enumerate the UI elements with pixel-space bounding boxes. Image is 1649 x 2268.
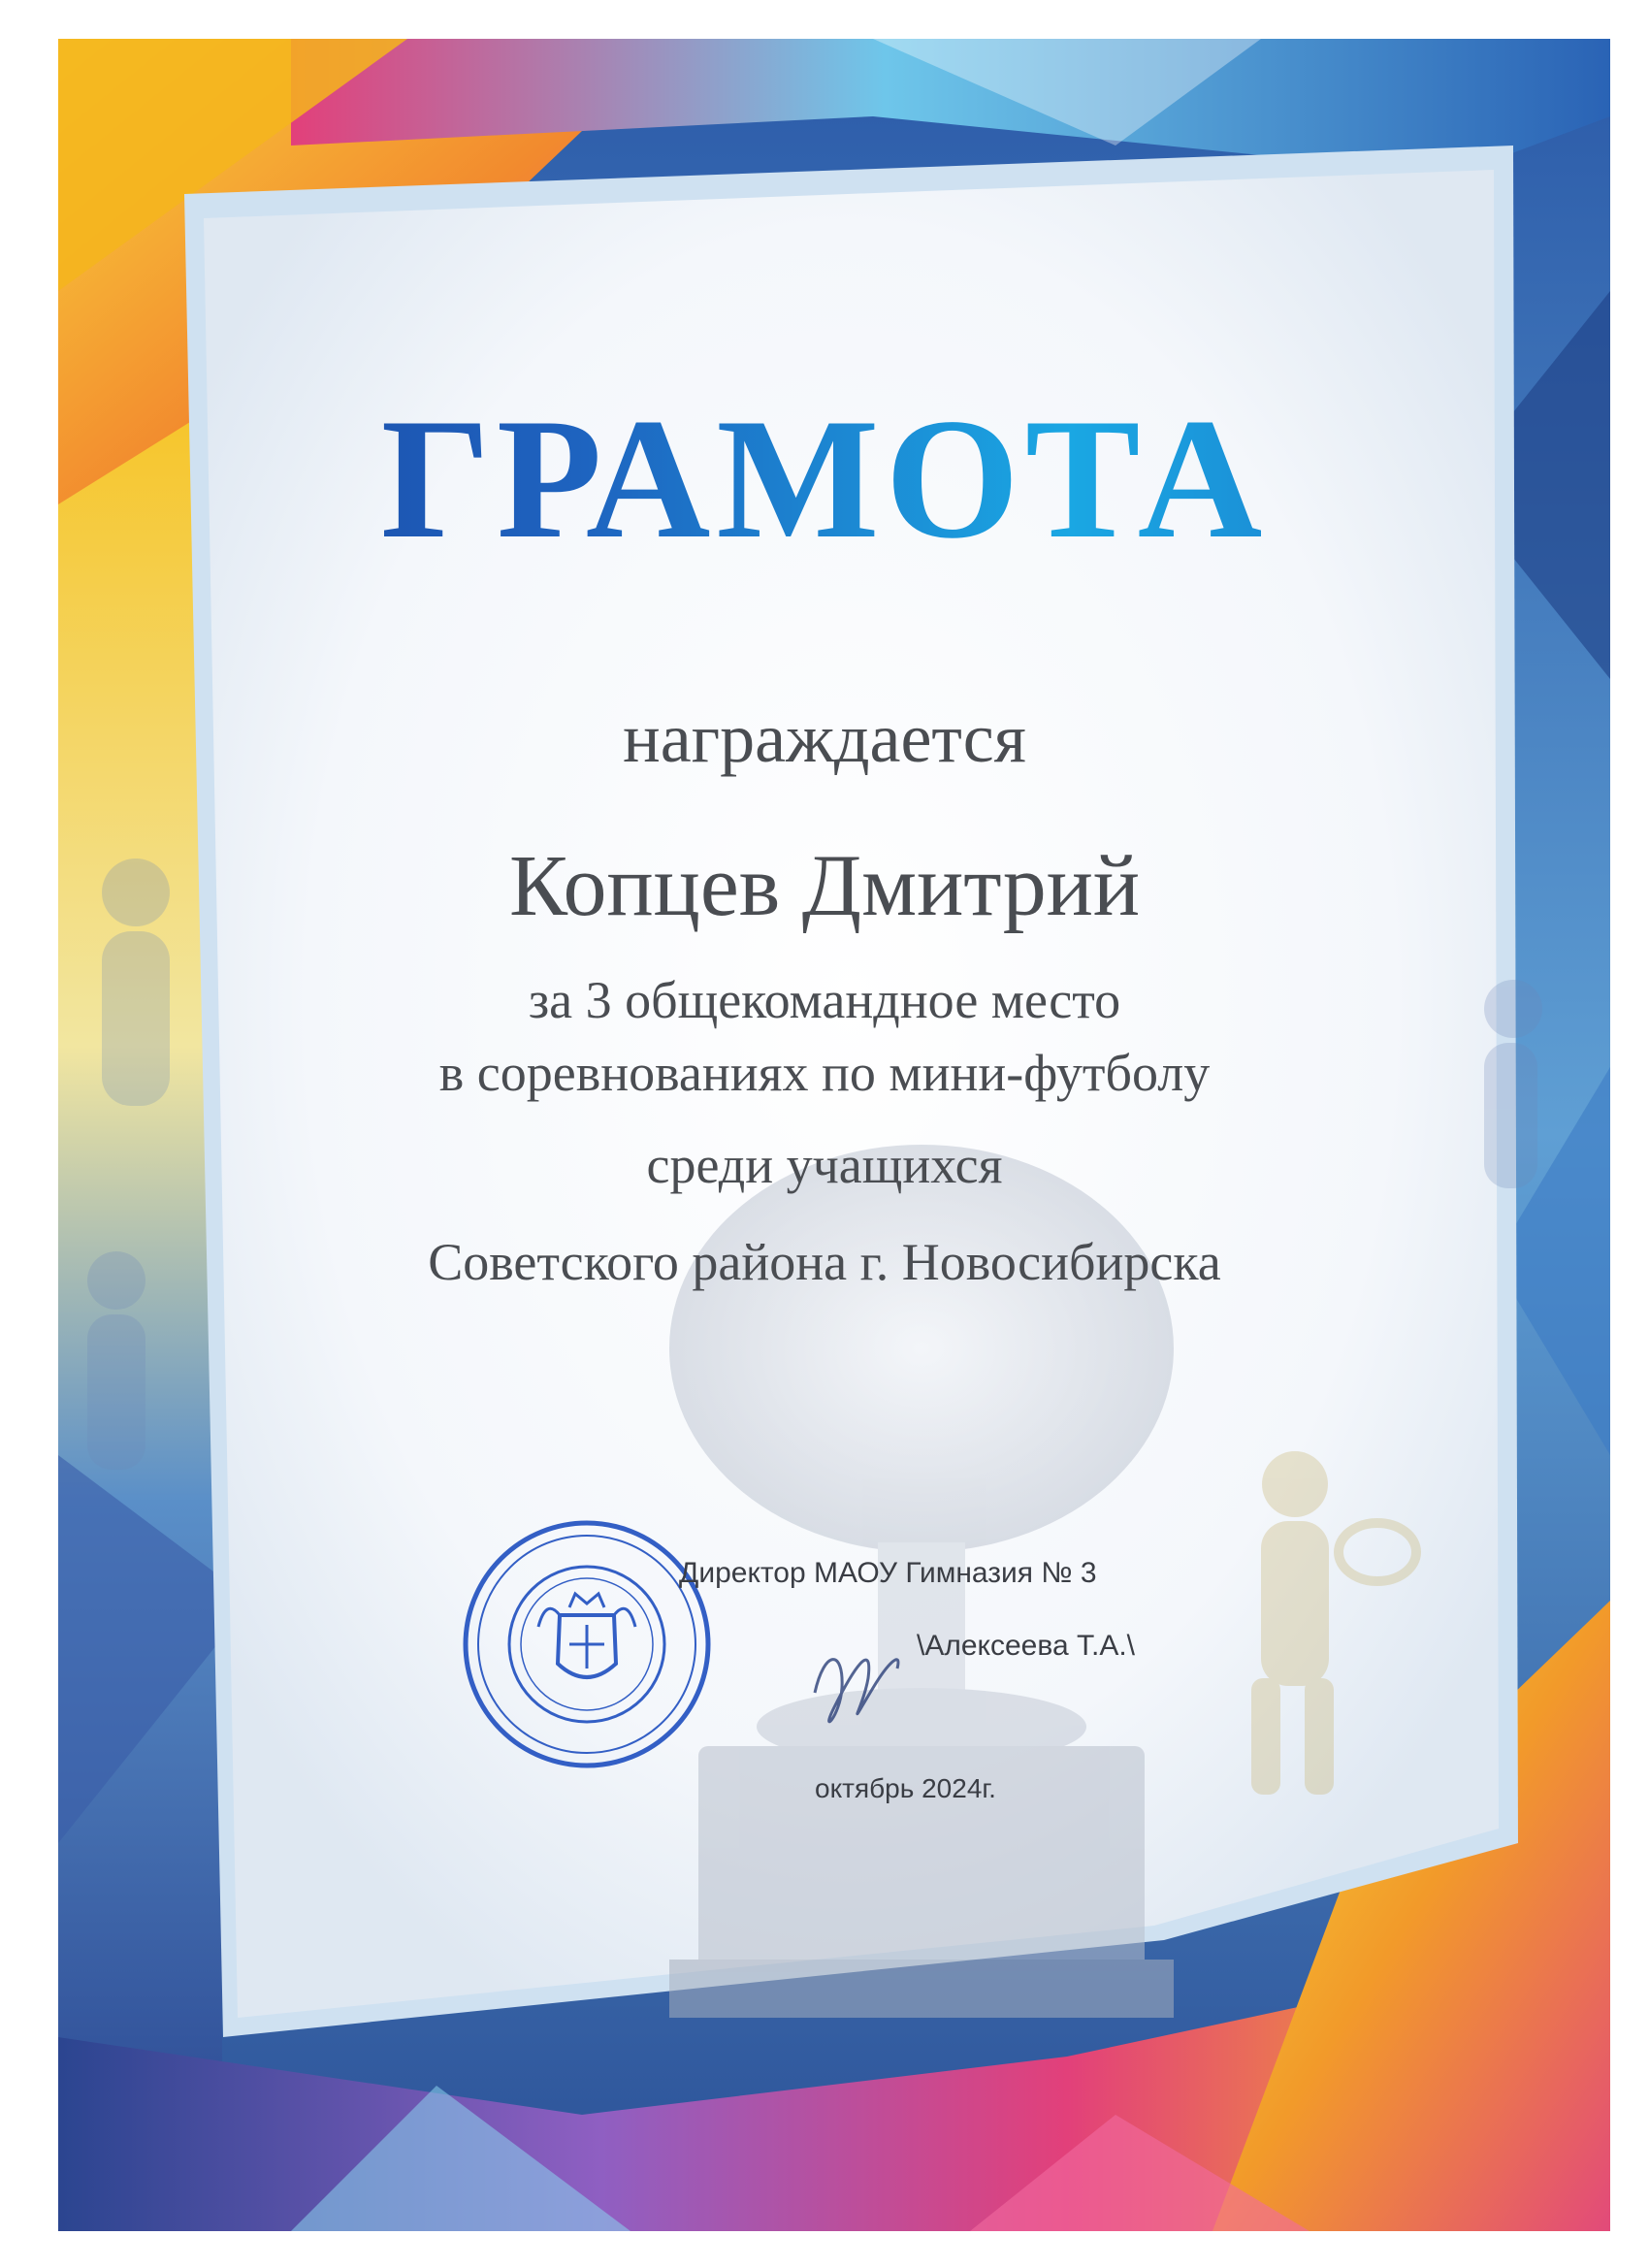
reason-line: в соревнованиях по мини-футболу — [438, 1044, 1211, 1102]
signatory-name: \Алексеева Т.А.\ — [917, 1630, 1135, 1662]
stamp — [466, 1523, 708, 1766]
issue-date: октябрь 2024г. — [815, 1773, 996, 1803]
reason-line: среди учащихся — [646, 1136, 1003, 1194]
reason-line: Советского района г. Новосибирска — [428, 1233, 1221, 1291]
certificate-title: ГРАМОТА — [0, 378, 1649, 578]
awarded-label: награждается — [623, 699, 1026, 777]
recipient-name: Копцев Дмитрий — [508, 838, 1141, 934]
reason-line: за 3 общекомандное место — [528, 971, 1121, 1029]
signatory-position: Директор МАОУ Гимназия № 3 — [679, 1557, 1097, 1589]
